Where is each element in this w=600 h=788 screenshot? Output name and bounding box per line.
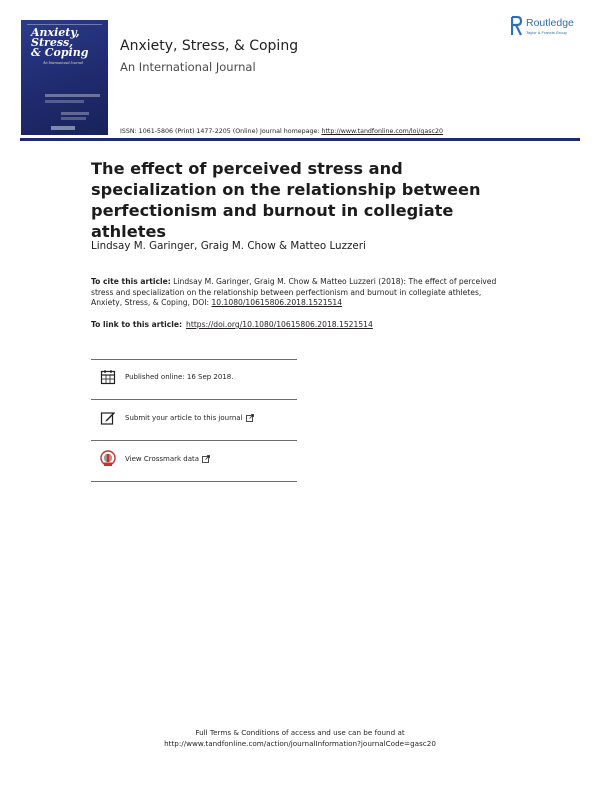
edit-icon [99, 409, 117, 427]
submit-article-link[interactable]: Submit your article to this journal [125, 414, 243, 422]
cover-publisher-logo [51, 126, 75, 130]
published-row [99, 367, 233, 387]
calendar-icon [99, 368, 117, 386]
link-label: To link to this article: [91, 320, 183, 329]
issn-text: ISSN: 1061-5806 (Print) 1477-2205 (Online) Journal homepage: [120, 128, 322, 135]
journal-cover [21, 20, 108, 135]
published-date: Published online: 16 Sep 2018. [125, 373, 234, 381]
citation-label: To cite this article: [91, 277, 171, 286]
cover-title: Anxiety, Stress, & Coping [31, 26, 89, 59]
citation-text: Lindsay M. Garinger, Graig M. Chow & Matteo Luzzeri (2018): The effect of perceived stress and specialization on the relationship between perfectionism and burnout in collegiate athletes, Anxiety, Stress, & Coping, DOI: [91, 277, 497, 307]
header-divider [20, 138, 580, 141]
info-divider [91, 440, 297, 441]
info-divider [91, 481, 297, 482]
info-divider [91, 359, 297, 360]
issn-line [120, 128, 443, 135]
journal-homepage-link[interactable]: http://www.tandfonline.com/loi/gasc20 [321, 128, 444, 135]
external-link-icon [202, 455, 210, 463]
article-authors: Lindsay M. Garinger, Graig M. Chow & Matteo Luzzeri [91, 240, 366, 252]
submit-article-row[interactable] [99, 408, 254, 428]
citation-doi-link[interactable]: 10.1080/10615806.2018.1521514 [211, 298, 343, 307]
external-link-icon [246, 414, 254, 422]
publisher-name: Routledge [526, 17, 574, 29]
publisher-logo[interactable] [511, 16, 591, 38]
footer-terms-text: Full Terms & Conditions of access and use can be found at [195, 728, 405, 737]
crossmark-link[interactable]: View Crossmark data [125, 455, 200, 463]
article-title: The effect of perceived stress and specialization on the relationship between perfectionism and burnout in collegiate athletes [91, 159, 481, 241]
cover-fine-print [45, 94, 100, 120]
crossmark-row[interactable] [99, 449, 210, 469]
footer [0, 727, 600, 749]
footer-terms-url[interactable]: http://www.tandfonline.com/action/journalInformation?journalCode=gasc20 [164, 739, 436, 748]
citation [91, 277, 511, 309]
journal-subtitle: An International Journal [120, 60, 256, 74]
journal-title: Anxiety, Stress, & Coping [120, 38, 299, 54]
cover-subtitle: An International Journal [43, 60, 83, 65]
publisher-tagline: Taylor & Francis Group [526, 30, 567, 35]
article-link-line [91, 320, 373, 329]
info-divider [91, 399, 297, 400]
routledge-r-icon [511, 16, 523, 36]
crossmark-icon [99, 450, 117, 468]
article-doi-url[interactable]: https://doi.org/10.1080/10615806.2018.1521514 [186, 320, 373, 329]
